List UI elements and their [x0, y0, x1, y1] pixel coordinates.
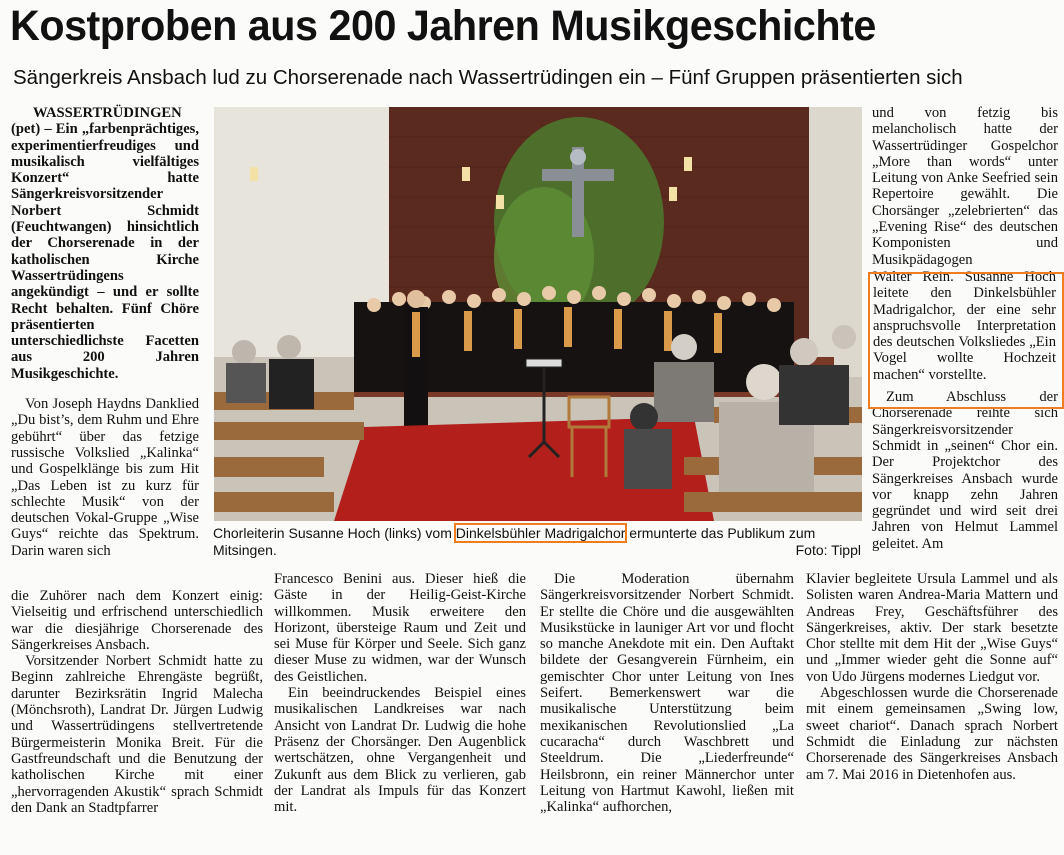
paragraph: Zum Abschluss der Chorserenade reihte sich Sängerkreisvorsitzender Schmidt in „seinen“ Chor ein. Der Projektchor des Sängerkreises Ansbach wurde vor knapp zehn Jahren gegründet und wird seit drei Jahren von Helmut Lammel geleitet. Am — [872, 389, 1058, 552]
article-column-4 — [806, 571, 1058, 783]
subheadline: Sängerkreis Ansbach lud zu Chorserenade nach Wassertrüdingen ein – Fünf Gruppen präsentierten sich — [13, 66, 963, 89]
choir-photo — [214, 107, 862, 521]
paragraph: Klavier begleitete Ursula Lammel und als Solisten waren Andrea-Maria Mattern und Andreas Frey, Geschäftsführer des Sängerkreises, aktiv. Der stark besetzte Chor stellte mit dem Hit der „Wise Guys“ und „Immer wieder geht die Sonne auf“ von Udo Jürgens modernes Liedgut vor. — [806, 571, 1058, 685]
article-column-3 — [540, 571, 794, 815]
paragraph: Vorsitzender Norbert Schmidt hatte zu Beginn zahlreiche Ehrengäste begrüßt, darunter Bezirksrätin Ingrid Malecha (Mönchsroth), Landrat Dr. Jürgen Ludwig und Wassertrüdingens stellvertretende Bürgermeisterin Monika Breit. Für die Gastfreundschaft und die Benutzung der katholischen Kirche mit einer „hervorragenden Akustik“ sprach Schmidt den Dank an Stadtpfarrer — [11, 653, 263, 816]
paragraph: und von fetzig bis melancholisch hatte der Wassertrüdinger Gospelchor „More than words“ unter Leitung von Anke Seefried sein Repertoire gewählt. Die Chorsänger „zelebrierten“ das „Evening Rise“ des deutschen Komponisten und Musikpädagogen — [872, 105, 1058, 268]
paragraph: die Zuhörer nach dem Konzert einig: Vielseitig und erfrischend unterschiedlich war die diesjährige Chorserenade des Sängerkreises Ansbach. — [11, 588, 263, 653]
caption-text: Chorleiterin Susanne Hoch (links) vom — [213, 525, 452, 541]
paragraph: Die Moderation übernahm Sängerkreisvorsitzender Norbert Schmidt. Er stellte die Chöre und die ausgewählten Musikstücke in launiger Art vor und flocht so manche Anekdote mit ein. Den Auftakt bildete der Gesangverein Fürnheim, ein gemischter Chor unter Leitung von Ines Seifert. Bemerkenswert war die musikalische Unterstützung beim mexikanischen Revolutionslied „La cucaracha“ durch Waschbrett und Steeldrum. Die „Liederfreunde“ Heilsbronn, ein reiner Männerchor unter Leitung von Hartmut Kawohl, ließen mit „Kalinka“ aufhorchen, — [540, 571, 794, 816]
article-column-2 — [274, 571, 526, 815]
paragraph: Ein beeindruckendes Beispiel eines musikalischen Landkreises war nach Ansicht von Landrat Dr. Ludwig die hohe Präsenz der Chorsänger. Den Augenblick wertschätzen, ohne Vergangenheit und Zukunft aus dem Blick zu verlieren, gab der Landrat als Impuls für das Konzert mit. — [274, 685, 526, 816]
photo-credit: Foto: Tippl — [795, 541, 861, 558]
dateline: WASSERTRÜDINGEN — [33, 105, 182, 121]
choir-photo-illustration — [214, 107, 862, 521]
lead-text: (pet) – Ein „farbenprächtiges, experimentierfreudiges und musikalisch vielfältiges Konzert“ hatte Sängerkreisvorsitzender Norbert Schmidt (Feuchtwangen) hinsichtlich der Chorserenade in der katholischen Kirche Wassertrüdingens angekündigt – und er sollte Recht behalten. Fünf Chöre präsentierten unterschiedlichste Facetten aus 200 Jahren Musikgeschichte. — [11, 121, 199, 382]
photo-caption — [213, 525, 863, 558]
caption-highlight: Dinkelsbühler Madrigalchor — [455, 525, 626, 541]
paragraph: Francesco Benini aus. Dieser hieß die Gäste in der Heilig-Geist-Kirche willkommen. Musik erweitere den Horizont, übersteige Raum und Zeit und sei Muse für Körper und Seele. Sich ganz dieser Muse zu widmen, war der Wunsch des Geistlichen. — [274, 571, 526, 685]
headline: Kostproben aus 200 Jahren Musikgeschichte — [10, 2, 876, 50]
article-column-left — [11, 105, 199, 559]
paragraph: Von Joseph Haydns Danklied „Du bist’s, dem Ruhm und Ehre gebührt“ über das fetzige russische Volkslied „Kalinka“ und Gospelklänge bis zum Hit „Das Leben ist zu kurz für schlechte Musik“ von der deutschen Vokal-Gruppe „Wise Guys“ reichte das Spektrum. Darin waren sich — [11, 396, 199, 559]
highlighted-paragraph: Walter Rein. Susanne Hoch leitete den Dinkelsbühler Madrigalchor, der eine sehr anspruchsvolle Interpretation des deutschen Volksliedes „Ein Vogel wollte Hochzeit machen“ vorstellte. — [873, 268, 1056, 383]
article-column-right — [872, 105, 1058, 552]
lead-paragraph — [11, 105, 199, 382]
paragraph: Abgeschlossen wurde die Chorserenade mit einem gemeinsamen „Swing low, sweet chariot“. Danach sprach Norbert Schmidt die Einladung zur nächsten Chorserenade des Sängerkreises Ansbach am 7. Mai 2016 in Dietenhofen aus. — [806, 685, 1058, 783]
article-column-1 — [11, 588, 263, 816]
conductor-figure — [404, 290, 428, 437]
caption-text-end: ermunterte das Publikum zum Mitsingen. — [213, 525, 816, 558]
